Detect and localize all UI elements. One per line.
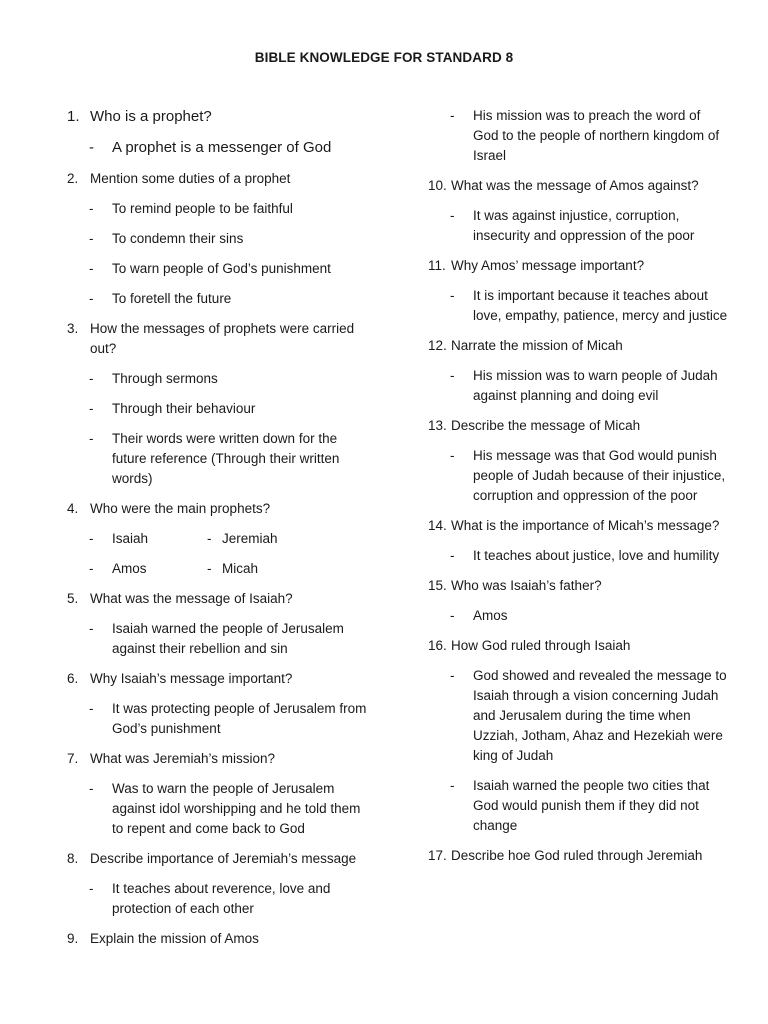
- bullet-dash: -: [89, 261, 94, 276]
- answer-text: His mission was to warn people of Judah against planning and doing evil: [473, 368, 718, 403]
- question-number: 9.: [67, 931, 79, 946]
- answer-pair-row: [67, 529, 367, 549]
- question-text: Who is a prophet?: [90, 108, 212, 125]
- answer-text: Micah: [222, 561, 259, 576]
- answer-item: [67, 289, 367, 309]
- left-column: [67, 106, 367, 959]
- answer-text: To warn people of God’s punishment: [112, 261, 331, 276]
- answer-item: [67, 699, 367, 739]
- question-text: How God ruled through Isaiah: [451, 638, 631, 653]
- answer-text: It teaches about justice, love and humility: [473, 548, 720, 563]
- answer-text: Through their behaviour: [112, 401, 256, 416]
- answer-text: Amos: [112, 561, 147, 576]
- answer-text: It was protecting people of Jerusalem from God’s punishment: [112, 701, 367, 736]
- question-item: [67, 669, 367, 689]
- question-item: [428, 416, 728, 436]
- answer-text: Isaiah warned the people two cities that God would punish them if they did not change: [473, 778, 710, 833]
- question-item: [67, 749, 367, 769]
- question-text: Describe hoe God ruled through Jeremiah: [451, 848, 703, 863]
- question-item: [428, 516, 728, 536]
- question-text: What was Jeremiah’s mission?: [90, 751, 276, 766]
- answer-text: God showed and revealed the message to Isaiah through a vision concerning Judah and Jerusalem during the time when Uzziah, Jotham, Ahaz and Hezekiah were king of Judah: [473, 668, 727, 763]
- question-number: 16.: [428, 638, 447, 653]
- question-item: [67, 589, 367, 609]
- answer-text: Jeremiah: [222, 531, 278, 546]
- bullet-dash: -: [450, 448, 455, 463]
- answer-item: [428, 606, 728, 626]
- answer-pair-row: [67, 559, 367, 579]
- answer-item: [67, 259, 367, 279]
- answer-item: [67, 369, 367, 389]
- bullet-dash: -: [207, 531, 212, 546]
- bullet-dash: -: [450, 548, 455, 563]
- question-number: 2.: [67, 171, 79, 186]
- question-item: [428, 846, 728, 866]
- question-number: 13.: [428, 418, 447, 433]
- answer-text: To foretell the future: [112, 291, 232, 306]
- bullet-dash: -: [89, 401, 94, 416]
- bullet-dash: -: [89, 139, 94, 156]
- answer-item: [67, 137, 367, 159]
- question-number: 14.: [428, 518, 447, 533]
- question-text: Narrate the mission of Micah: [451, 338, 623, 353]
- question-item: [428, 636, 728, 656]
- bullet-dash: -: [89, 881, 94, 896]
- question-number: 11.: [428, 258, 446, 273]
- bullet-dash: -: [450, 668, 455, 683]
- question-item: [67, 319, 367, 359]
- question-text: Who were the main prophets?: [90, 501, 271, 516]
- bullet-dash: -: [89, 371, 94, 386]
- answer-text: It was against injustice, corruption, insecurity and oppression of the poor: [473, 208, 695, 243]
- question-text: Describe importance of Jeremiah’s message: [90, 851, 357, 866]
- answer-item: [428, 366, 728, 406]
- question-text: What is the importance of Micah’s message?: [451, 518, 720, 533]
- answer-text: Isaiah: [112, 531, 149, 546]
- answer-text: His message was that God would punish people of Judah because of their injustice, corruption and oppression of the poor: [473, 448, 726, 503]
- answer-text: Their words were written down for the future reference (Through their written words): [112, 431, 340, 486]
- question-number: 1.: [67, 108, 80, 125]
- answer-text: To remind people to be faithful: [112, 201, 293, 216]
- answer-item: [67, 879, 367, 919]
- question-item: [428, 176, 728, 196]
- bullet-dash: -: [89, 561, 94, 576]
- question-text: What was the message of Amos against?: [451, 178, 699, 193]
- question-number: 10.: [428, 178, 447, 193]
- bullet-dash: -: [89, 431, 94, 446]
- question-item: [67, 929, 367, 949]
- question-number: 4.: [67, 501, 79, 516]
- bullet-dash: -: [89, 201, 94, 216]
- bullet-dash: -: [450, 208, 455, 223]
- answer-text: Isaiah warned the people of Jerusalem against their rebellion and sin: [112, 621, 344, 656]
- answer-text: Was to warn the people of Jerusalem against idol worshipping and he told them to repent and come back to God: [112, 781, 361, 836]
- answer-text: It teaches about reverence, love and protection of each other: [112, 881, 331, 916]
- bullet-dash: -: [89, 701, 94, 716]
- answer-item: [67, 229, 367, 249]
- answer-item: [67, 399, 367, 419]
- answer-item: [428, 286, 728, 326]
- question-number: 6.: [67, 671, 79, 686]
- answer-text: Amos: [473, 608, 508, 623]
- question-number: 17.: [428, 848, 447, 863]
- bullet-dash: -: [450, 608, 455, 623]
- answer-item: [428, 776, 728, 836]
- question-text: Who was Isaiah’s father?: [451, 578, 602, 593]
- question-number: 15.: [428, 578, 447, 593]
- question-item: [428, 336, 728, 356]
- question-text: Describe the message of Micah: [451, 418, 641, 433]
- bullet-dash: -: [450, 778, 455, 793]
- question-number: 5.: [67, 591, 79, 606]
- answer-item: [428, 106, 728, 166]
- question-number: 7.: [67, 751, 79, 766]
- answer-item: [428, 446, 728, 506]
- question-text: Why Isaiah’s message important?: [90, 671, 293, 686]
- page-title: BIBLE KNOWLEDGE FOR STANDARD 8: [254, 50, 514, 65]
- question-number: 3.: [67, 321, 79, 336]
- question-item: [428, 256, 728, 276]
- bullet-dash: -: [207, 561, 212, 576]
- question-item: [428, 576, 728, 596]
- question-number: 8.: [67, 851, 79, 866]
- question-item: [67, 169, 367, 189]
- answer-text: It is important because it teaches about love, empathy, patience, mercy and justice: [473, 288, 728, 323]
- bullet-dash: -: [89, 231, 94, 246]
- question-item: [67, 499, 367, 519]
- bullet-dash: -: [450, 368, 455, 383]
- question-text: Explain the mission of Amos: [90, 931, 259, 946]
- bullet-dash: -: [89, 781, 94, 796]
- answer-item: [428, 546, 728, 566]
- bullet-dash: -: [450, 288, 455, 303]
- question-number: 12.: [428, 338, 447, 353]
- bullet-dash: -: [89, 531, 94, 546]
- question-text: What was the message of Isaiah?: [90, 591, 293, 606]
- bullet-dash: -: [450, 108, 455, 123]
- answer-text: A prophet is a messenger of God: [112, 139, 332, 156]
- question-item: [67, 849, 367, 869]
- answer-item: [428, 666, 728, 766]
- right-column: [428, 106, 728, 876]
- answer-item: [67, 619, 367, 659]
- answer-item: [67, 779, 367, 839]
- answer-text: His mission was to preach the word of God to the people of northern kingdom of Israel: [473, 108, 720, 163]
- bullet-dash: -: [89, 291, 94, 306]
- answer-item: [67, 429, 367, 489]
- question-text: Why Amos’ message important?: [451, 258, 645, 273]
- question-text: Mention some duties of a prophet: [90, 171, 291, 186]
- answer-text: To condemn their sins: [112, 231, 244, 246]
- answer-item: [428, 206, 728, 246]
- question-item: [67, 106, 367, 128]
- bullet-dash: -: [89, 621, 94, 636]
- answer-item: [67, 199, 367, 219]
- answer-text: Through sermons: [112, 371, 218, 386]
- question-text: How the messages of prophets were carried out?: [90, 321, 355, 356]
